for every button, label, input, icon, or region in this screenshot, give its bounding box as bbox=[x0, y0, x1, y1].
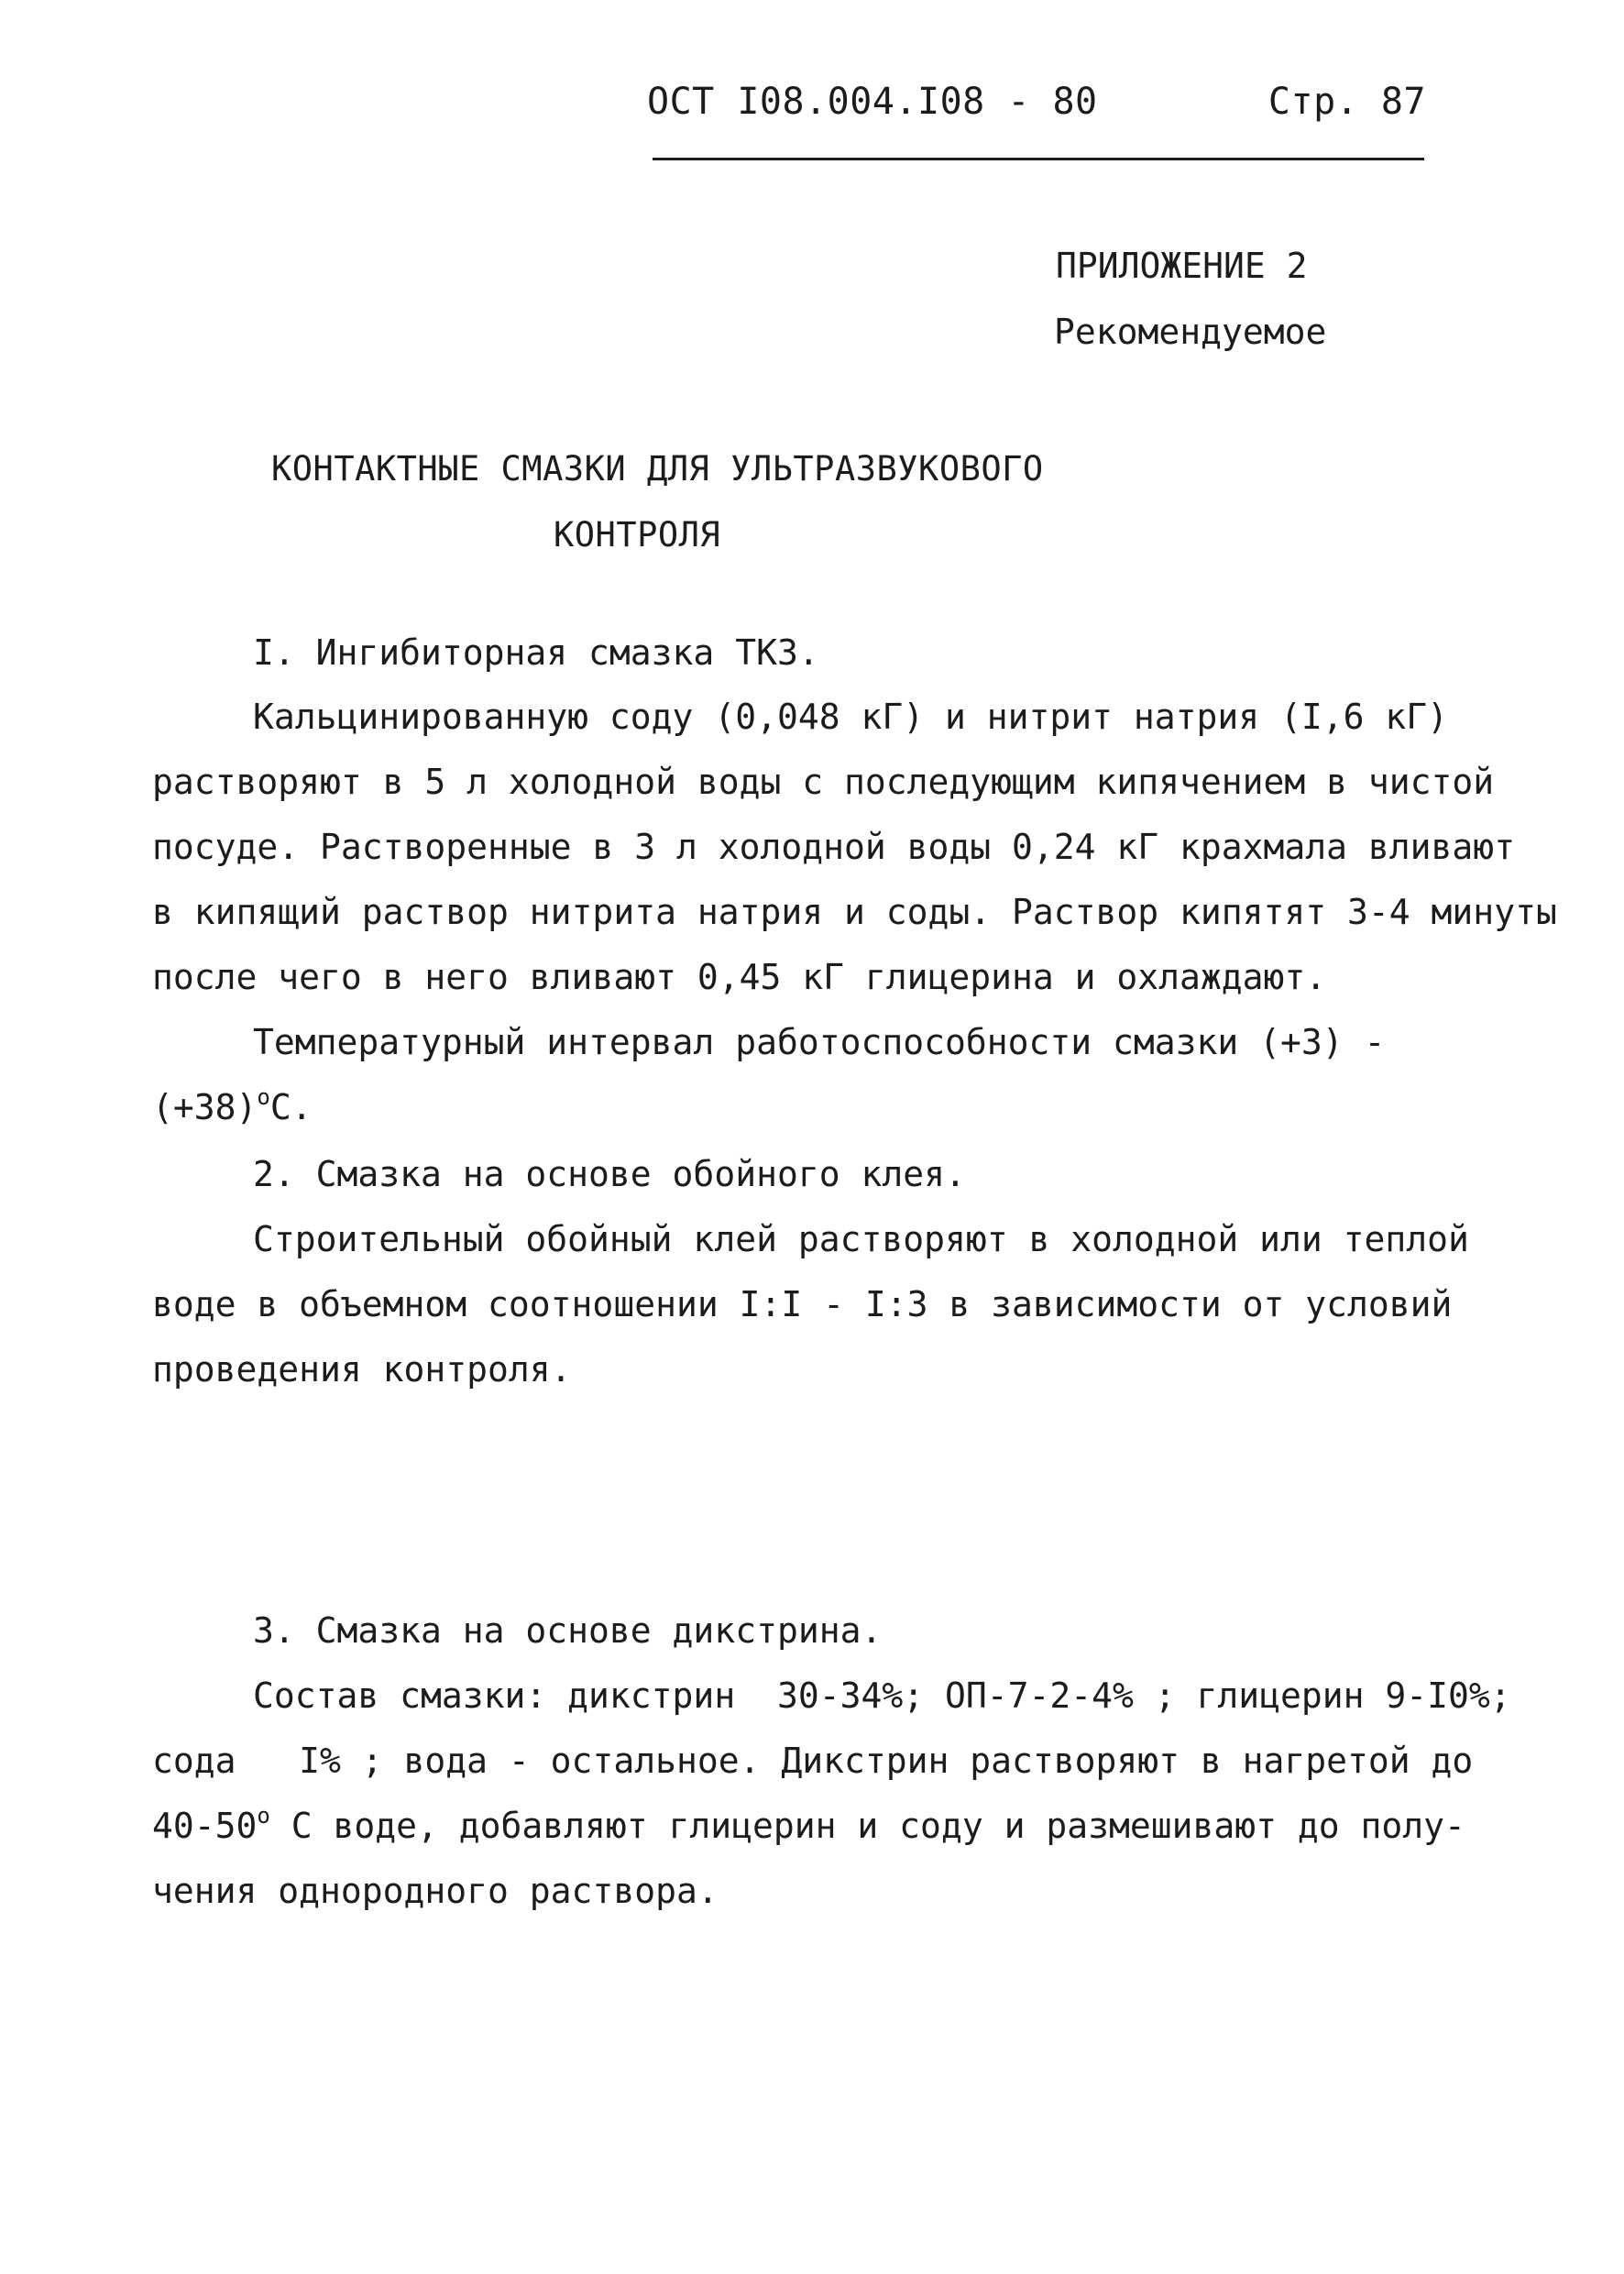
paragraph-line: чения однородного раствора. bbox=[152, 1871, 719, 1911]
paragraph-line: сода I% ; вода - остальное. Дикстрин растворяют в нагретой до bbox=[152, 1741, 1474, 1781]
paragraph-line: Состав смазки: дикстрин 30-34%; ОП-7-2-4% ; глицерин 9-I0%; bbox=[253, 1675, 1511, 1716]
paragraph-line: посуде. Растворенные в 3 л холодной воды 0,24 кГ крахмала вливают bbox=[152, 827, 1516, 867]
degree-sup: о bbox=[257, 1803, 270, 1829]
paragraph-line: воде в объемном соотношении I:I - I:3 в зависимости от условий bbox=[152, 1284, 1453, 1324]
paragraph-line: Кальцинированную соду (0,048 кГ) и нитрит натрия (I,6 кГ) bbox=[253, 697, 1449, 737]
temperature-line: Температурный интервал работоспособности смазки (+3) - bbox=[253, 1022, 1386, 1062]
title-line-1: КОНТАКТНЫЕ СМАЗКИ ДЛЯ УЛЬТРАЗВУКОВОГО bbox=[271, 449, 1044, 489]
appendix-status: Рекомендуемое bbox=[1054, 312, 1327, 352]
temp-range: 40-50 bbox=[152, 1806, 258, 1846]
temperature-range-end bbox=[152, 1084, 313, 1127]
section-2-heading: 2. Смазка на основе обойного клея. bbox=[253, 1154, 966, 1194]
paragraph-line: проведения контроля. bbox=[152, 1349, 572, 1390]
paragraph-line: растворяют в 5 л холодной воды с последующим кипячением в чистой bbox=[152, 762, 1495, 802]
temp-unit: С. bbox=[269, 1087, 313, 1127]
paragraph-line: Строительный обойный клей растворяют в холодной или теплой bbox=[253, 1219, 1469, 1259]
paragraph-line-with-degree bbox=[152, 1803, 1465, 1846]
title-line-2: КОНТРОЛЯ bbox=[554, 515, 721, 555]
degree-sup: о bbox=[257, 1084, 270, 1110]
header-rule bbox=[653, 158, 1424, 160]
page-number: Стр. 87 bbox=[1267, 81, 1426, 123]
section-1-heading: I. Ингибиторная смазка ТКЗ. bbox=[253, 632, 819, 673]
section-3-heading: 3. Смазка на основе дикстрина. bbox=[253, 1610, 883, 1651]
document-code: ОСТ I08.004.I08 - 80 bbox=[647, 81, 1098, 123]
page-header bbox=[647, 81, 1426, 136]
paragraph-line: после чего в него вливают 0,45 кГ глицерина и охлаждают. bbox=[152, 957, 1327, 997]
line-rest: С воде, добавляют глицерин и соду и размешивают до полу- bbox=[269, 1806, 1465, 1846]
temp-value: (+38) bbox=[152, 1087, 258, 1127]
paragraph-line: в кипящий раствор нитрита натрия и соды. Раствор кипятят 3-4 минуты bbox=[152, 892, 1557, 932]
appendix-label: ПРИЛОЖЕНИЕ 2 bbox=[1056, 246, 1308, 286]
